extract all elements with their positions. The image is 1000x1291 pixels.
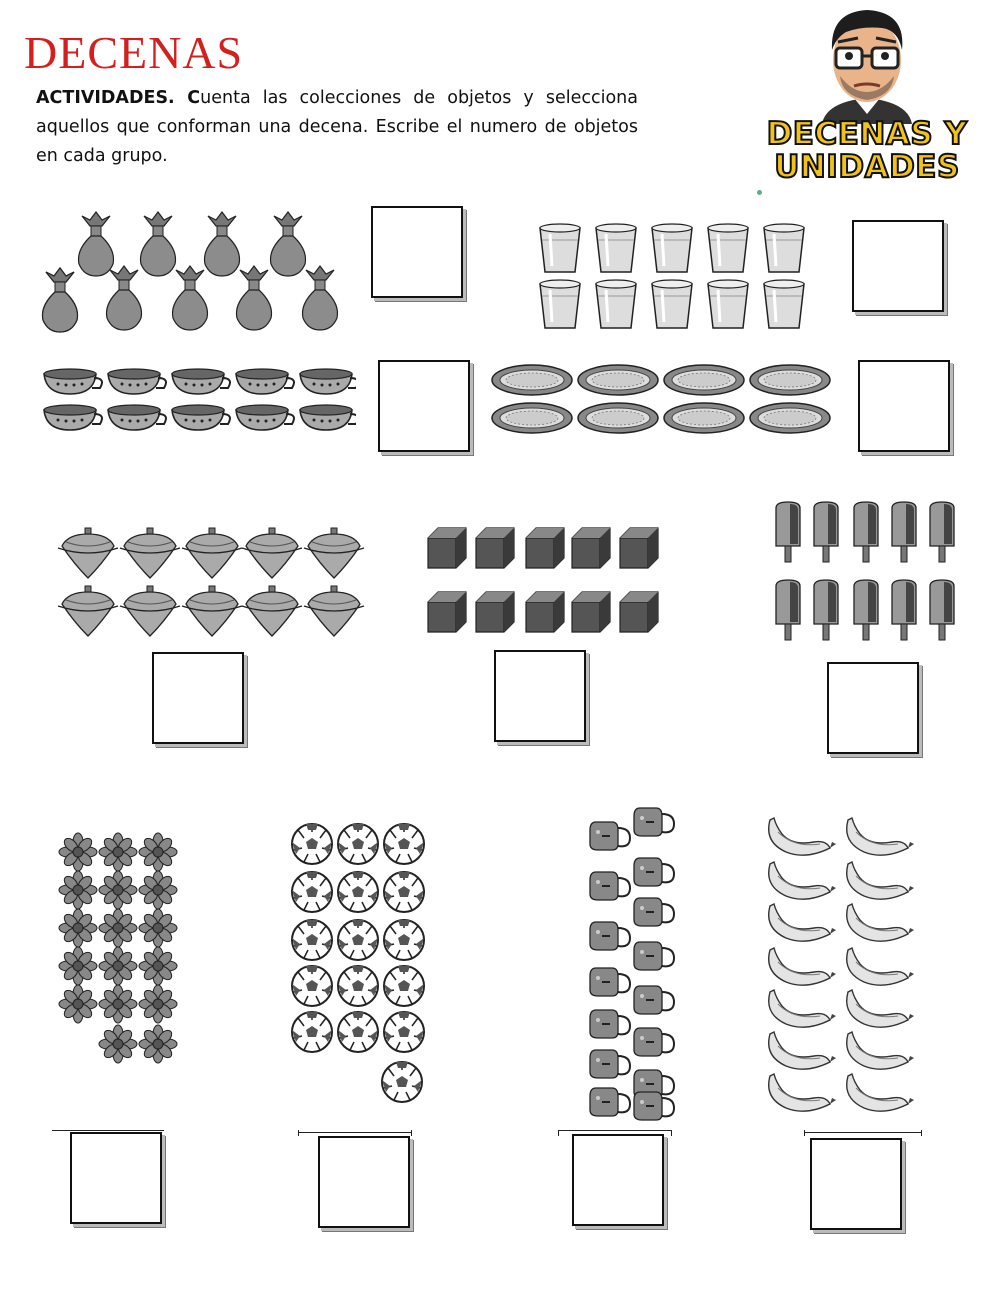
answer-box-vases[interactable] — [371, 206, 463, 298]
box-top-tick — [411, 1130, 412, 1136]
instructions-text: uenta las colecciones de objetos y selecciona aquellos que conforman una decena. Escribe el numero de objetos en cada grupo. — [36, 88, 638, 166]
answer-box-plates[interactable] — [858, 360, 950, 452]
answer-box-cups[interactable] — [378, 360, 470, 452]
box-top-tick — [804, 1130, 805, 1136]
answer-box-flowers[interactable] — [70, 1132, 162, 1224]
box-top-line — [558, 1130, 672, 1131]
pacifier-icon — [588, 806, 684, 1122]
badge — [752, 118, 982, 184]
badge-line-1: DECENAS Y — [766, 116, 968, 152]
badge-line-2: UNIDADES — [774, 149, 960, 185]
cube-icon — [424, 524, 664, 636]
answer-box-soccer-balls[interactable] — [318, 1136, 410, 1228]
spinning-top-icon — [54, 526, 366, 642]
answer-box-cubes[interactable] — [494, 650, 586, 742]
avatar-icon — [812, 2, 922, 124]
answer-box-popsicles[interactable] — [827, 662, 919, 754]
banana-icon — [760, 810, 926, 1120]
box-top-line — [298, 1132, 412, 1133]
answer-box-bananas[interactable] — [810, 1138, 902, 1230]
cup-icon — [40, 366, 356, 438]
popsicle-icon — [770, 498, 966, 646]
soccer-ball-icon — [290, 820, 430, 1104]
flower-icon — [56, 828, 184, 1072]
decorative-dot — [757, 190, 762, 195]
plate-icon — [490, 362, 834, 440]
answer-box-pacifiers[interactable] — [572, 1134, 664, 1226]
glass-icon — [534, 222, 810, 334]
instructions-bold: ACTIVIDADES. C — [36, 88, 201, 108]
box-top-line — [804, 1132, 922, 1133]
vase-icon — [40, 210, 350, 338]
box-top-tick — [921, 1130, 922, 1136]
answer-box-spinning-tops[interactable] — [152, 652, 244, 744]
box-top-tick — [558, 1130, 559, 1136]
box-top-tick — [671, 1130, 672, 1136]
page-title: DECENAS — [24, 27, 244, 78]
instructions — [36, 84, 638, 171]
box-top-tick — [298, 1130, 299, 1136]
box-top-line — [52, 1130, 164, 1131]
answer-box-glasses[interactable] — [852, 220, 944, 312]
